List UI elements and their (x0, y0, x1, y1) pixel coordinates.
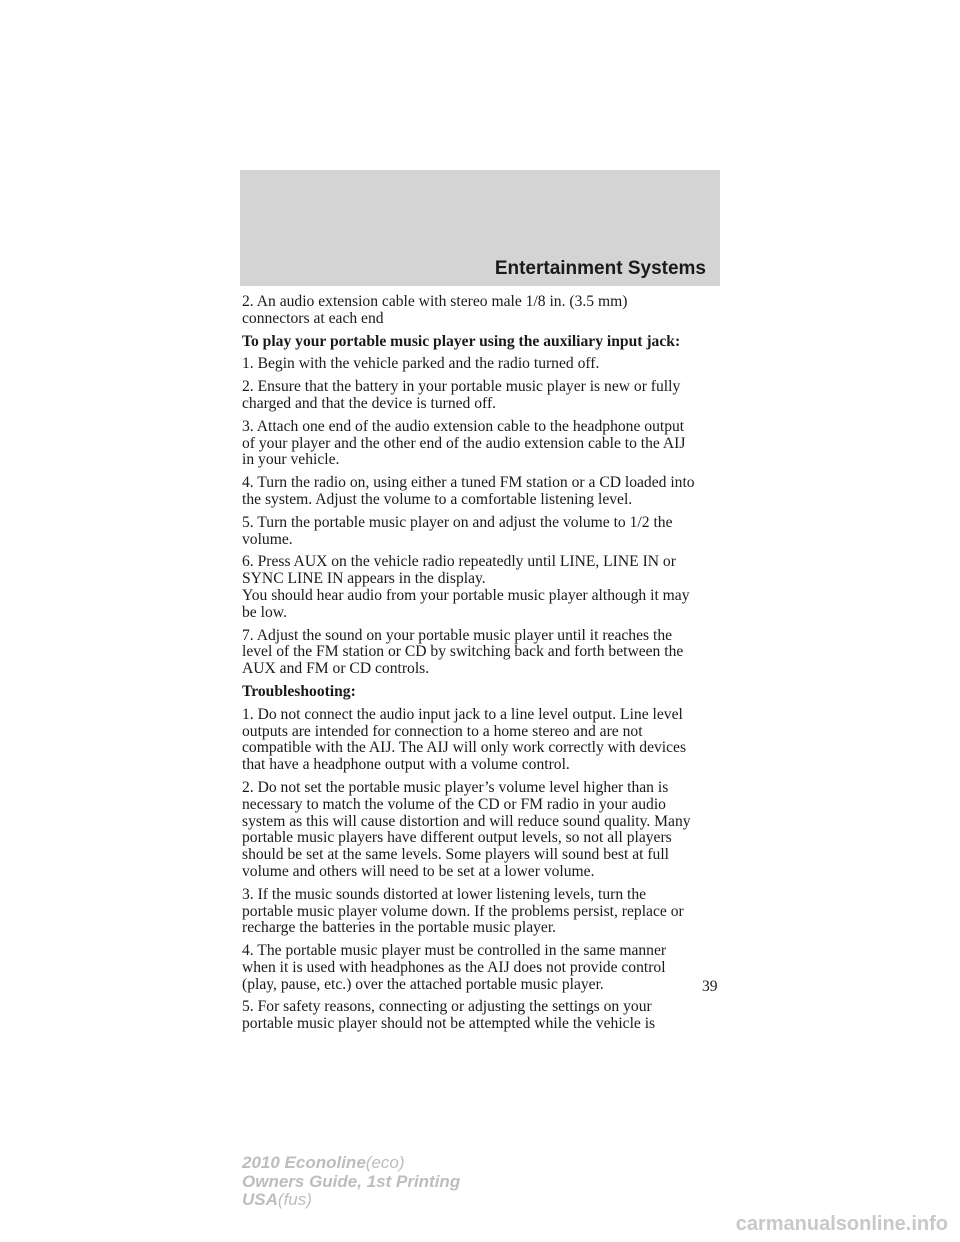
paragraph (242, 628, 726, 678)
text-line: 2. Do not set the portable music player’s volume level higher than is (242, 778, 669, 796)
text-line: 5. For safety reasons, connecting or adjusting the settings on your (242, 998, 652, 1016)
text-line: in your vehicle. (242, 451, 340, 469)
footer-market: USA (242, 1190, 278, 1209)
paragraph (242, 999, 726, 1033)
paragraph (242, 475, 726, 509)
text-line: 2. An audio extension cable with stereo male 1/8 in. (3.5 mm) (242, 293, 628, 310)
text-line: charged and that the device is turned off. (242, 394, 497, 412)
footer-market-code: (fus) (277, 1190, 312, 1209)
paragraph (242, 943, 726, 993)
paragraph (242, 515, 726, 549)
section-header-band (240, 170, 720, 286)
text-line: 7. Adjust the sound on your portable music player until it reaches the (242, 626, 673, 644)
paragraph (242, 887, 726, 937)
paragraph (242, 554, 726, 588)
text-line: recharge the batteries in the portable music player. (242, 919, 557, 937)
paragraph (242, 294, 726, 328)
text-line: 1. Begin with the vehicle parked and the radio turned off. (242, 355, 600, 373)
text-line: level of the FM station or CD by switching back and forth between the (242, 643, 684, 661)
text-line: portable music players have different output levels, so not all players (242, 829, 672, 847)
footer-model-code: (eco) (365, 1153, 405, 1172)
text-line: volume. (242, 530, 293, 548)
print-footer (242, 1154, 460, 1210)
page-number: 39 (702, 978, 718, 995)
text-line: 2. Ensure that the battery in your portable music player is new or fully (242, 378, 681, 396)
manual-body-text (242, 294, 726, 1039)
text-line: Troubleshooting: (242, 682, 356, 700)
text-line: should be set at the same levels. Some players will sound best at full (242, 846, 670, 864)
text-line: 3. If the music sounds distorted at lower listening levels, turn the (242, 885, 647, 903)
text-line: SYNC LINE IN appears in the display. (242, 570, 486, 588)
text-line: To play your portable music player using the auxiliary input jack: (242, 332, 681, 350)
text-line: portable music player volume down. If the problems persist, replace or (242, 902, 684, 920)
text-line: You should hear audio from your portable music player although it may (242, 586, 690, 604)
section-title: Entertainment Systems (494, 258, 706, 279)
text-line: 4. Turn the radio on, using either a tuned FM station or a CD loaded into (242, 474, 695, 492)
text-line: (play, pause, etc.) over the attached portable music player. (242, 975, 604, 993)
footer-market-line (242, 1191, 460, 1210)
footer-guide: Owners Guide, 1st Printing (242, 1171, 461, 1191)
paragraph (242, 707, 726, 774)
paragraph (242, 356, 726, 373)
text-line: compatible with the AIJ. The AIJ will only work correctly with devices (242, 739, 687, 757)
paragraph (242, 379, 726, 413)
text-line: be low. (242, 603, 287, 621)
text-line: 1. Do not connect the audio input jack to a line level output. Line level (242, 705, 683, 723)
site-watermark: carmanualsonline.info (735, 1213, 948, 1235)
text-line: AUX and FM or CD controls. (242, 660, 430, 678)
text-line: outputs are intended for connection to a home stereo and are not (242, 722, 643, 740)
text-line: of your player and the other end of the audio extension cable to the AIJ (242, 434, 686, 452)
paragraph (242, 419, 726, 469)
footer-model-line (242, 1154, 460, 1173)
text-line: volume and others will need to be set at a lower volume. (242, 862, 595, 880)
text-line: that have a headphone output with a volume control. (242, 756, 570, 774)
text-line: the system. Adjust the volume to a comfortable listening level. (242, 490, 633, 508)
paragraph (242, 588, 726, 622)
text-line: portable music player should not be attempted while the vehicle is (242, 1015, 656, 1033)
text-line: system as this will cause distortion and will reduce sound quality. Many (242, 812, 691, 830)
text-line: 5. Turn the portable music player on and adjust the volume to 1/2 the (242, 513, 673, 531)
subheading (242, 334, 726, 351)
footer-model: 2010 Econoline (242, 1153, 366, 1172)
text-line: when it is used with headphones as the AIJ does not provide control (242, 958, 666, 976)
text-line: necessary to match the volume of the CD or FM radio in your audio (242, 795, 666, 813)
text-line: connectors at each end (242, 309, 384, 327)
subheading (242, 684, 726, 701)
text-line: 6. Press AUX on the vehicle radio repeatedly until LINE, LINE IN or (242, 553, 676, 571)
text-line: 4. The portable music player must be controlled in the same manner (242, 942, 667, 960)
text-line: 3. Attach one end of the audio extension cable to the headphone output (242, 417, 685, 435)
paragraph (242, 780, 726, 881)
